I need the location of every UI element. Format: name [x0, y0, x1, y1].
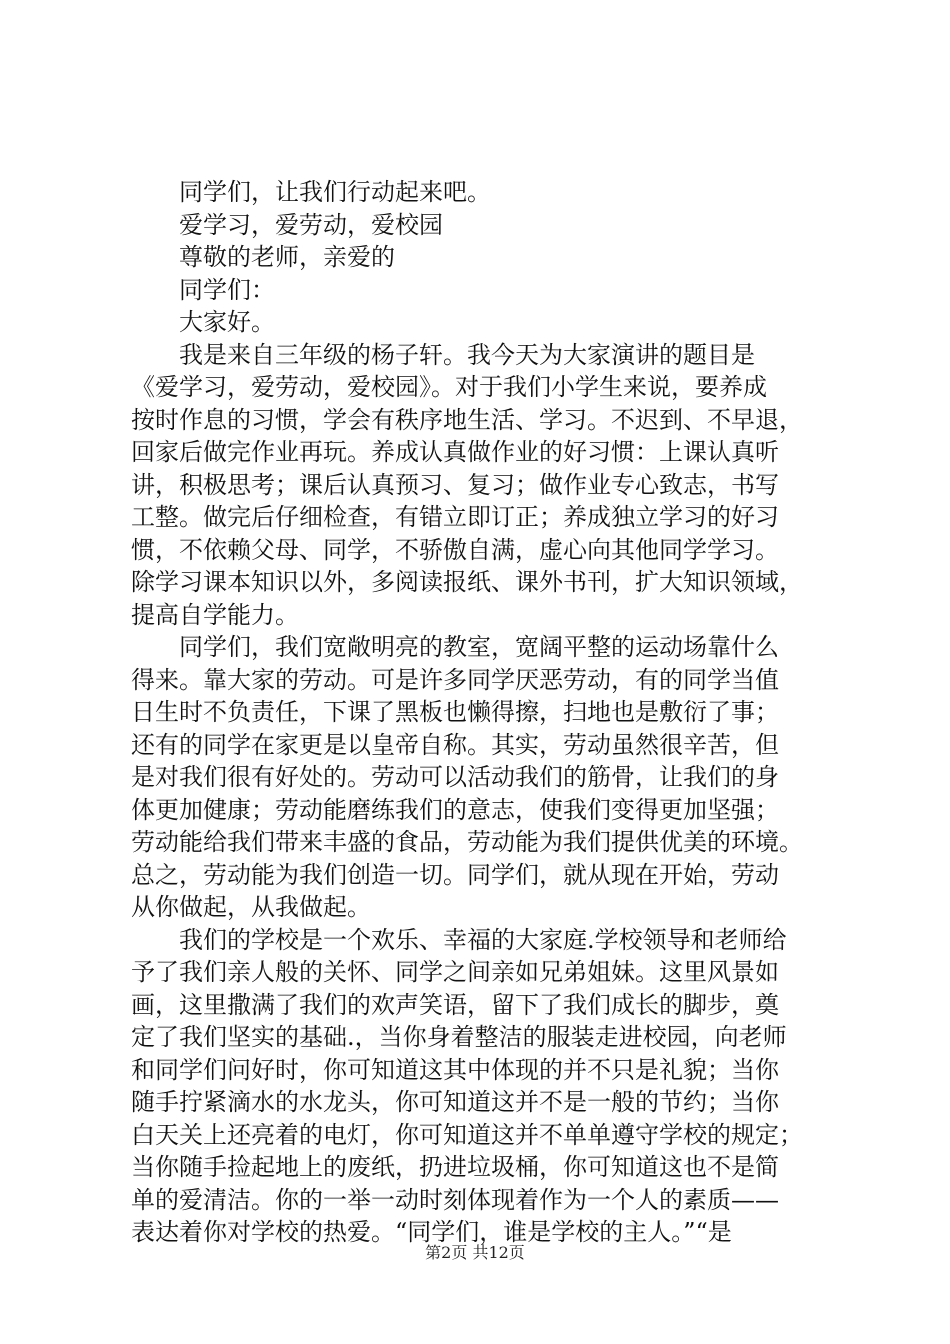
paragraph-line: 爱学习，爱劳动，爱校园	[179, 210, 443, 239]
paragraph-line: 按时作息的习惯，学会有秩序地生活、学习。不迟到、不早退，	[131, 405, 803, 434]
paragraph-line: 体更加健康；劳动能磨练我们的意志，使我们变得更加坚强；	[131, 795, 779, 824]
paragraph-line: 我们的学校是一个欢乐、幸福的大家庭.学校领导和老师给	[179, 925, 787, 954]
paragraph-line: 提高自学能力。	[131, 600, 299, 629]
paragraph-line: 劳动能给我们带来丰盛的食品，劳动能为我们提供优美的环境。	[131, 828, 803, 856]
paragraph-line: 和同学们问好时，你可知道这其中体现的并不只是礼貌；当你	[131, 1055, 779, 1084]
body-text	[131, 176, 831, 1249]
paragraph-line: 工整。做完后仔细检查，有错立即订正；养成独立学习的好习	[131, 503, 779, 531]
paragraph-line: 大家好。	[179, 308, 275, 336]
paragraph-line: 是对我们很有好处的。劳动可以活动我们的筋骨，让我们的身	[131, 763, 779, 791]
paragraph-line: 讲，积极思考；课后认真预习、复习；做作业专心致志，书写	[131, 470, 779, 499]
paragraph-line: 从你做起，从我做起。	[131, 893, 371, 921]
paragraph-line: 得来。靠大家的劳动。可是许多同学厌恶劳动，有的同学当值	[131, 665, 779, 694]
paragraph-line: 除学习课本知识以外，多阅读报纸、课外书刊，扩大知识领域，	[131, 568, 803, 596]
paragraph-line: 当你随手捡起地上的废纸，扔进垃圾桶，你可知道这也不是简	[131, 1153, 779, 1181]
paragraph-line: 白天关上还亮着的电灯，你可知道这并不单单遵守学校的规定；	[131, 1120, 803, 1149]
paragraph-line: 单的爱清洁。你的一举一动时刻体现着作为一个人的素质——	[131, 1185, 779, 1214]
paragraph-line: 画，这里撒满了我们的欢声笑语，留下了我们成长的脚步，奠	[131, 990, 779, 1019]
paragraph-line: 定了我们坚实的基础.，当你身着整洁的服装走进校园，向老师	[131, 1023, 787, 1051]
page-footer: 第2页 共12页	[425, 1243, 525, 1262]
paragraph-line: 回家后做完作业再玩。养成认真做作业的好习惯：上课认真听	[131, 438, 779, 466]
paragraph-line: 惯，不依赖父母、同学，不骄傲自满，虚心向其他同学学习。	[131, 535, 779, 564]
paragraph-line: 随手拧紧滴水的水龙头，你可知道这并不是一般的节约；当你	[131, 1088, 779, 1116]
paragraph-line: 尊敬的老师，亲爱的	[179, 243, 395, 271]
paragraph-line: 总之，劳动能为我们创造一切。同学们，就从现在开始，劳动	[131, 860, 779, 889]
paragraph-line: 《爱学习，爱劳动，爱校园》。对于我们小学生来说，要养成	[131, 373, 767, 401]
paragraph-line: 同学们，我们宽敞明亮的教室，宽阔平整的运动场靠什么	[179, 633, 779, 661]
paragraph-line: 同学们，让我们行动起来吧。	[179, 178, 491, 206]
paragraph-line: 同学们：	[179, 275, 275, 304]
paragraph-line: 我是来自三年级的杨子轩。我今天为大家演讲的题目是	[179, 340, 755, 369]
paragraph-line: 还有的同学在家更是以皇帝自称。其实，劳动虽然很辛苦，但	[131, 730, 779, 759]
paragraph-line: 予了我们亲人般的关怀、同学之间亲如兄弟姐妹。这里风景如	[131, 958, 779, 986]
paragraph-line: 表达着你对学校的热爱。“同学们，谁是学校的主人。”“是	[131, 1218, 732, 1246]
paragraph-line: 日生时不负责任，下课了黑板也懒得擦，扫地也是敷衍了事；	[131, 698, 779, 726]
